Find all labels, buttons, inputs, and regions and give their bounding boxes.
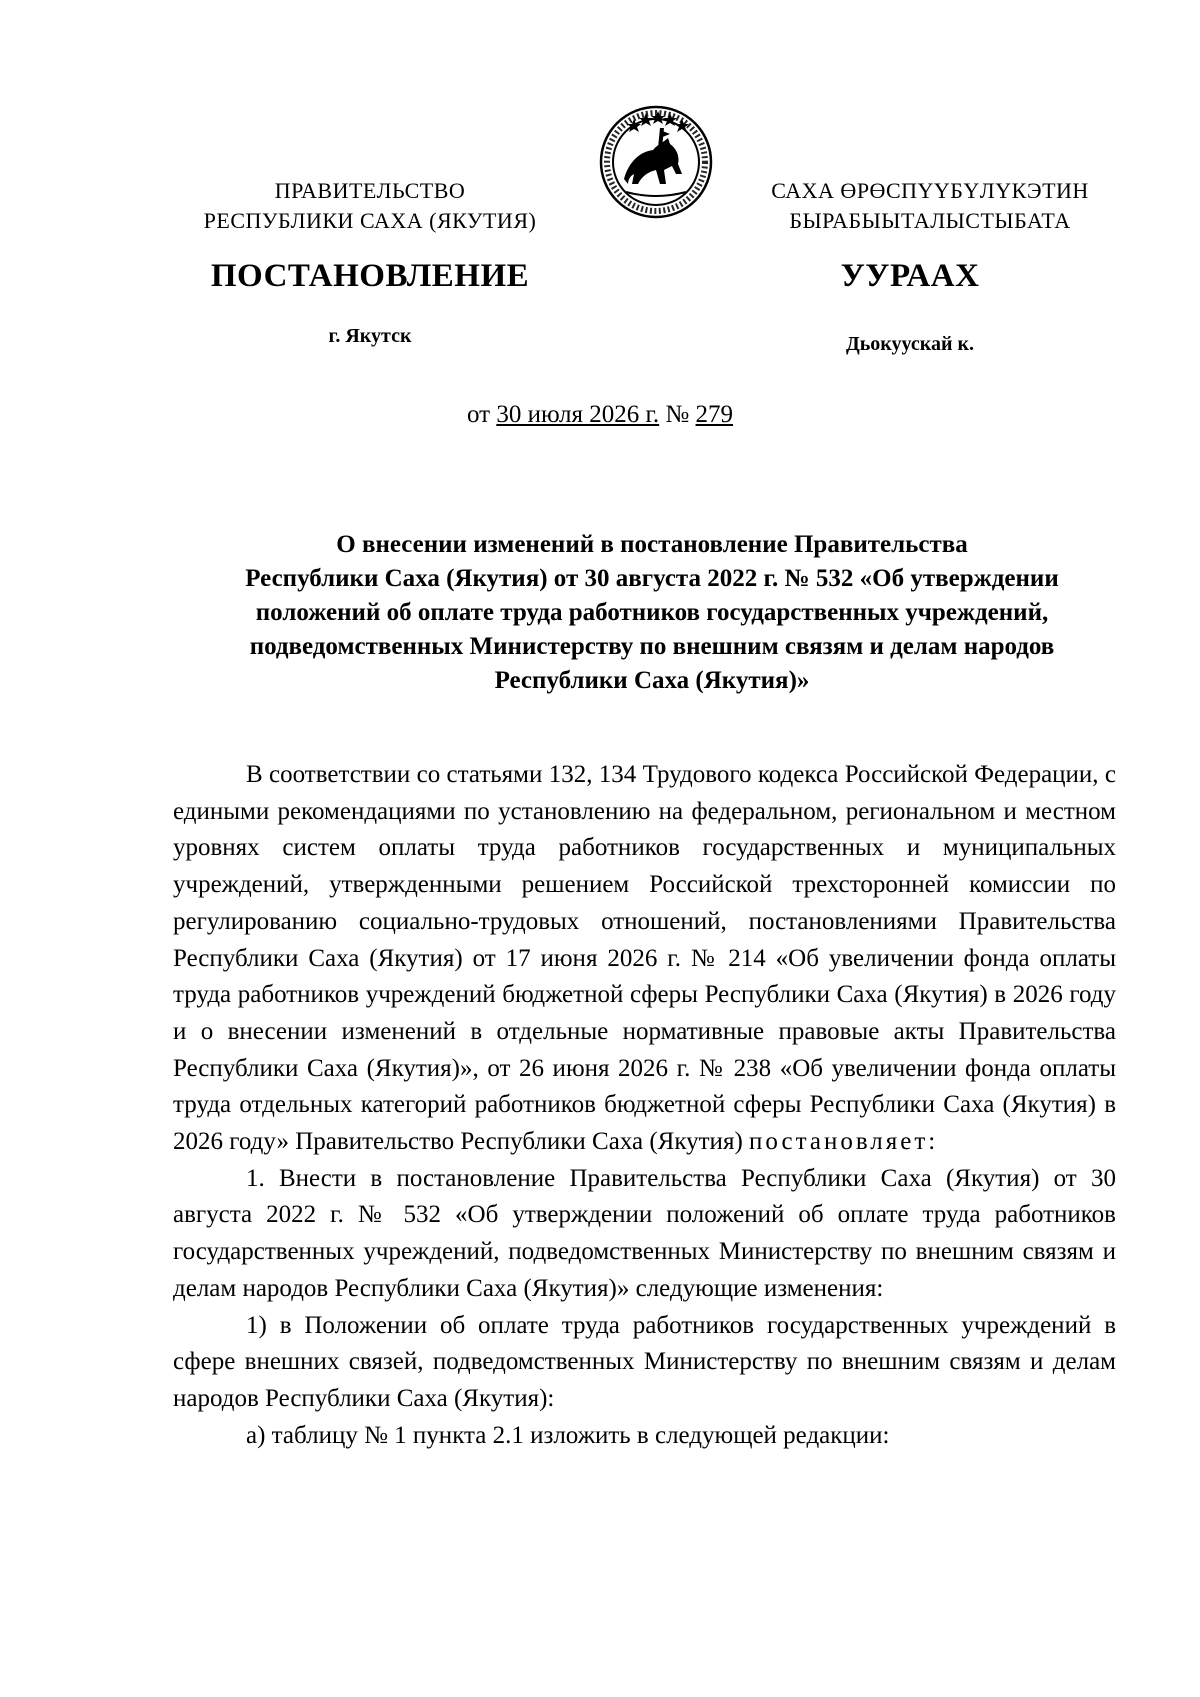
city-ru: г. Якутск bbox=[328, 325, 412, 347]
government-title-sah-line1: САХА ӨРӨСПҮҮБҮЛҮКЭТИН bbox=[771, 178, 1089, 203]
government-title-sah-line2: БЫРАБЫЫТАЛЫСТЫБАТА bbox=[789, 208, 1071, 233]
number-sign: № bbox=[659, 401, 696, 428]
doc-type-ru: ПОСТАНОВЛЕНИЕ bbox=[210, 258, 530, 294]
document-date-line bbox=[0, 399, 1200, 431]
date-prefix: от bbox=[466, 401, 497, 428]
title-line: О внесении изменений в постановление Правительства bbox=[336, 531, 968, 558]
body-paragraph-preamble bbox=[173, 757, 1116, 1161]
document-date: 30 июля 2026 г. bbox=[496, 401, 660, 428]
title-line: подведомственных Министерству по внешним связям и делам народов bbox=[249, 633, 1055, 660]
header-left-block bbox=[170, 176, 570, 236]
title-line: Республики Саха (Якутия)» bbox=[494, 667, 810, 694]
body-paragraph-subitem-1: 1) в Положении об оплате труда работников государственных учреждений в сфере внешних связей, подведомственных Министерству по внешним связям и делам народов Республики Саха (Якутия): bbox=[173, 1311, 1116, 1412]
document-number: 279 bbox=[695, 401, 734, 428]
body-paragraph-subitem-a: а) таблицу № 1 пункта 2.1 изложить в следующей редакции: bbox=[246, 1421, 890, 1449]
title-line: Республики Саха (Якутия) от 30 августа 2022 г. № 532 «Об утверждении bbox=[245, 565, 1059, 592]
document-body bbox=[173, 757, 1116, 1454]
government-title-ru-line1: ПРАВИТЕЛЬСТВО bbox=[274, 178, 466, 203]
doc-type-sah: УУРААХ bbox=[840, 258, 980, 294]
coat-of-arms-emblem-icon bbox=[598, 104, 714, 220]
decree-verb: постановляет: bbox=[749, 1128, 939, 1156]
city-sah: Дьокуускай к. bbox=[845, 333, 975, 355]
document-title bbox=[172, 528, 1132, 698]
title-line: положений об оплате труда работников государственных учреждений, bbox=[255, 599, 1049, 626]
header-right-block bbox=[720, 176, 1140, 236]
government-title-ru-line2: РЕСПУБЛИКИ САХА (ЯКУТИЯ) bbox=[203, 208, 537, 233]
preamble-text: В соответствии со статьями 132, 134 Трудового кодекса Российской Федерации, с едиными рекомендациями по установлению на федеральном, региональном и местном уровнях систем оплаты труда работников государственных и муниципальных учреждений, утвержденными решением Российской трехсторонней комиссии по регулированию социально-трудовых отношений, постановлениями Правительства Республики Саха (Якутия) от 17 июня 2026 г. № 214 «Об увеличении фонда оплаты труда работников учреждений бюджетной сферы Республики Саха (Якутия) в 2026 году и о внесении изменений в отдельные нормативные правовые акты Правительства Республики Саха (Якутия)», от 26 июня 2026 г. № 238 «Об увеличении фонда оплаты труда отдельных категорий работников бюджетной сферы Республики Саха (Якутия) в 2026 году» Правительство Республики Саха (Якутия) bbox=[173, 761, 1116, 1156]
body-paragraph-item-1: 1. Внести в постановление Правительства Республики Саха (Якутия) от 30 августа 2022 г. № 532 «Об утверждении положений об оплате труда работников государственных учреждений, подведомственных Министерству по внешним связям и делам народов Республики Саха (Якутия)» следующие изменения: bbox=[173, 1164, 1116, 1302]
